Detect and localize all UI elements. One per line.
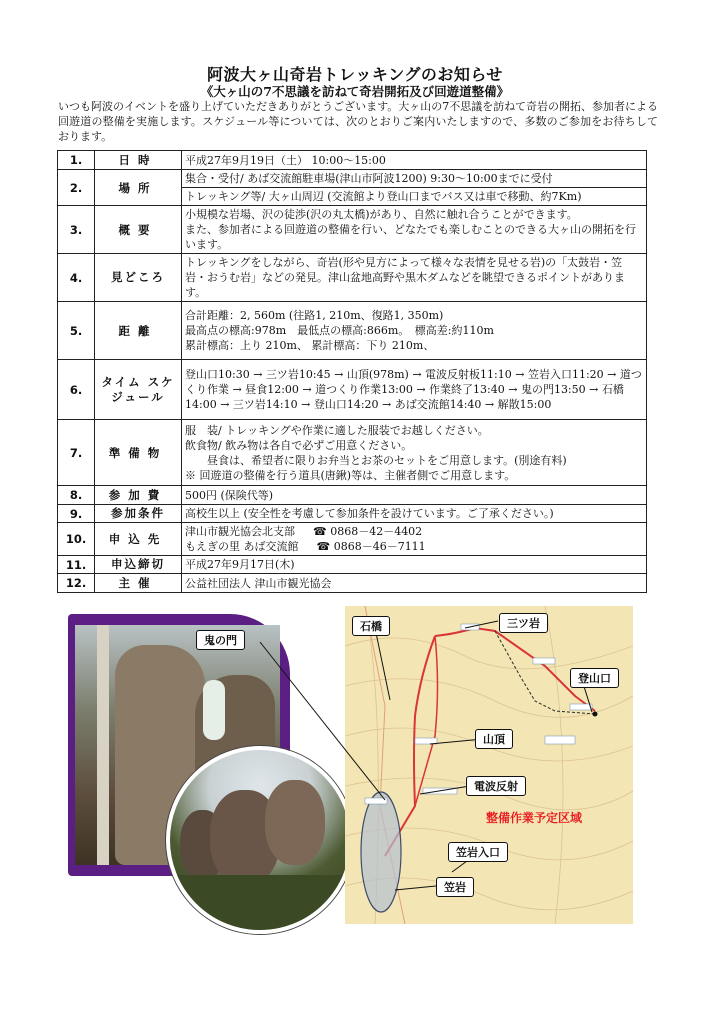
row-label: 見どころ <box>95 254 182 302</box>
row-number: 9. <box>58 505 95 523</box>
row-number: 3. <box>58 206 95 254</box>
row-label: 申込締切 <box>95 556 182 574</box>
contact-tel: ☎ 0868－46－7111 <box>316 540 426 553</box>
row-value: 服 装/ トレッキングや作業に適した服装でお越しください。 飲食物/ 飲み物は各自で必ずご用意ください。 昼食は、希望者に限りお弁当とお茶のセットをご用意します。(別途有料) ※ 回遊道の整備を行う道具(唐鍬)等は、主催者側でご用意します。 <box>182 420 647 486</box>
row-value: 登山口10:30 → 三ツ岩10:45 → 山頂(978m) → 電波反射板11:10 → 笠岩入口11:20 → 道つくり作業 → 昼食12:00 → 道つくり作業13:00 → 作業終了13:40 → 鬼の門13:50 → 石橋14:00 → 三ツ岩14:10 → 登山口14:20 → あば交流館14:40 → 解散15:00 <box>182 360 647 420</box>
callout-ishibashi: 石橋 <box>352 616 390 636</box>
row-number: 2. <box>58 170 95 206</box>
row-value: 公益社団法人 津山市観光協会 <box>182 574 647 593</box>
row-number: 10. <box>58 523 95 556</box>
row-label: 概要 <box>95 206 182 254</box>
row-value: トレッキングをしながら、奇岩(形や見方によって様々な表情を見せる岩)の「太鼓岩・笠岩・おうむ岩」などの発見。津山盆地高野や黒木ダムなどを眺望できるポイントがあります。 <box>182 254 647 302</box>
row-value: 500円 (保険代等) <box>182 486 647 505</box>
row-label: 主催 <box>95 574 182 593</box>
contact-tel: ☎ 0868－42－4402 <box>313 525 423 538</box>
row-number: 8. <box>58 486 95 505</box>
intro-paragraph: いつも阿波のイベントを盛り上げていただきありがとうございます。大ヶ山の7不思議を訪ねて奇岩の開拓、参加者による回遊道の整備を実施します。スケジュール等については、次のとおりご案内いたしますので、多数のご参加をお待ちしております。 <box>58 100 658 143</box>
callout-mitsuiwa: 三ツ岩 <box>499 613 548 633</box>
row-number: 5. <box>58 302 95 360</box>
callout-seibi-area: 整備作業予定区域 <box>486 811 583 825</box>
row-label: 申込先 <box>95 523 182 556</box>
page-title: 阿波大ヶ山奇岩トレッキングのお知らせ <box>207 65 503 84</box>
row-number: 12. <box>58 574 95 593</box>
contact-name: もえぎの里 あば交流館 <box>185 540 299 553</box>
row-label: 準備物 <box>95 420 182 486</box>
row-value: 小規模な岩場、沢の徒渉(沢の丸太橋)があり、自然に触れ合うことができます。 また、参加者による回遊道の整備を行い、どなたでも楽しむことのできる大ヶ山の開拓を行います。 <box>182 206 647 254</box>
row-value: 集合・受付/ あば交流館駐車場(津山市阿波1200) 9:30～10:00までに受付 トレッキング等/ 大ヶ山周辺 (交流館より登山口までバス又は車で移動、約7Km) <box>182 170 647 206</box>
page-subtitle: 《大ヶ山の7不思議を訪ねて奇岩開拓及び回遊道整備》 <box>200 84 510 99</box>
row-value: 平成27年9月17日(木) <box>182 556 647 574</box>
callout-tozanguchi: 登山口 <box>570 668 619 688</box>
row-label: 距離 <box>95 302 182 360</box>
row-value: 平成27年9月19日（土） 10:00～15:00 <box>182 151 647 170</box>
row-label: タイム スケジュール <box>95 360 182 420</box>
callout-kasaiwa-iriguchi: 笠岩入口 <box>448 842 508 862</box>
row-value: 高校生以上 (安全性を考慮して参加条件を設けています。ご了承ください。) <box>182 505 647 523</box>
callout-denpa: 電波反射 <box>466 776 526 796</box>
row-label: 日時 <box>95 151 182 170</box>
row-number: 11. <box>58 556 95 574</box>
callout-kasaiwa: 笠岩 <box>436 877 474 897</box>
row-number: 4. <box>58 254 95 302</box>
row-value: 合計距離：2, 560m (往路1, 210m、復路1, 350m) 最高点の標高:978m 最低点の標高:866m。 標高差:約110m 累計標高：上り 210m、 累計標高：下り 210m、 <box>182 302 647 360</box>
row-label: 場所 <box>95 170 182 206</box>
row-label: 参加条件 <box>95 505 182 523</box>
row-label: 参加費 <box>95 486 182 505</box>
callout-oni-no-mon: 鬼の門 <box>196 630 245 650</box>
row-number: 6. <box>58 360 95 420</box>
row-number: 1. <box>58 151 95 170</box>
callout-sancho: 山頂 <box>475 729 513 749</box>
row-number: 7. <box>58 420 95 486</box>
contact-name: 津山市観光協会北支部 <box>185 525 295 538</box>
